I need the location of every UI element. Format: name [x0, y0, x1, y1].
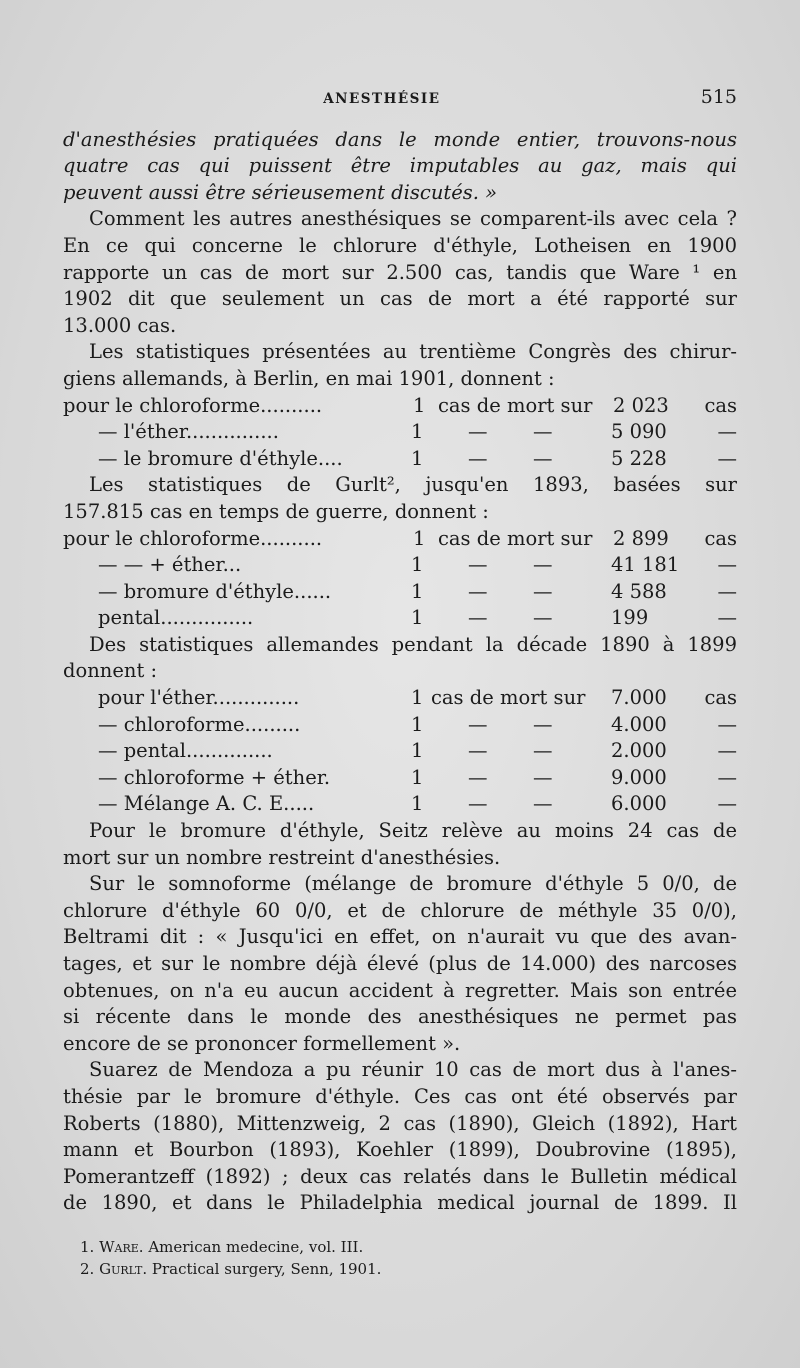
stats-count: 1 [411, 765, 424, 789]
stats-label: — chloroforme......... [98, 712, 301, 736]
text-line: si récente dans le monde des anesthésiques ne permet pas [63, 1005, 737, 1029]
text-line: Pour le bromure d'éthyle, Seitz relève au moins 24 cas de [89, 819, 737, 843]
ditto-mark: — [468, 792, 488, 816]
text-line: rapporte un cas de mort sur 2.500 cas, tandis que Ware ¹ en [63, 260, 737, 284]
paragraph-quote-end [63, 127, 737, 207]
stats-count: 1 [413, 526, 426, 550]
ditto-mark: — [468, 739, 488, 763]
stats-phrase: cas de mort sur [431, 686, 586, 710]
text-line: donnent : [63, 659, 158, 683]
ditto-mark: — [533, 765, 553, 789]
stats-count: 1 [411, 606, 424, 630]
footnote-author: Ware [99, 1238, 139, 1256]
stats-label: — pental.............. [98, 739, 273, 763]
paragraph-mendoza [63, 1057, 737, 1217]
paragraph-seitz [63, 818, 737, 871]
footnote [80, 1236, 381, 1258]
stats-table-decade [63, 685, 737, 818]
ditto-mark: — [717, 446, 737, 470]
text-line: 13.000 cas. [63, 313, 177, 337]
text-line: Pomerantzeff (1892) ; deux cas relatés dans le Bulletin médical [63, 1164, 737, 1188]
text-line: mann et Bourbon (1893), Koehler (1899), Doubrovine (1895), [63, 1138, 737, 1162]
stats-row [63, 738, 737, 765]
text-line: thésie par le bromure d'éthyle. Ces cas ont été observés par [63, 1084, 737, 1108]
text-line: peuvent aussi être sérieusement discutés. » [63, 180, 498, 204]
text-block [63, 84, 737, 1217]
stats-label: — l'éther............... [98, 420, 279, 444]
stats-count: 1 [411, 792, 424, 816]
text-line: 157.815 cas en temps de guerre, donnent : [63, 499, 489, 523]
stats-label: — chloroforme + éther. [98, 765, 331, 789]
stats-label: — Mélange A. C. E..... [98, 792, 315, 816]
stats-number: 6.000 [611, 792, 667, 816]
stats-row [63, 446, 737, 473]
footnote-text: . Practical surgery, Senn, 1901. [142, 1260, 382, 1278]
stats-number: 2 899 [613, 526, 669, 550]
ditto-mark: — [533, 606, 553, 630]
footnote [80, 1258, 381, 1280]
paragraph-german-decade [63, 632, 737, 685]
stats-number: 7.000 [611, 686, 667, 710]
stats-count: 1 [411, 420, 424, 444]
footnote-text: . American medecine, vol. III. [138, 1238, 364, 1256]
ditto-mark: — [533, 739, 553, 763]
ditto-mark: — [533, 446, 553, 470]
footnote-number: 1. [80, 1238, 95, 1256]
stats-count: 1 [411, 739, 424, 763]
text-line: Les statistiques présentées au trentième Congrès des chirur- [89, 340, 737, 364]
ditto-mark: — [468, 765, 488, 789]
running-title: ANESTHÉSIE [323, 91, 441, 107]
ditto-mark: — [717, 606, 737, 630]
ditto-mark: — [533, 579, 553, 603]
text-line: chlorure d'éthyle 60 0/0, et de chlorure de méthyle 35 0/0), [63, 898, 737, 922]
ditto-mark: — [717, 739, 737, 763]
stats-row [63, 712, 737, 739]
ditto-mark: — [717, 553, 737, 577]
stats-count: 1 [411, 579, 424, 603]
stats-number: 5 228 [611, 446, 667, 470]
text-line: Beltrami dit : « Jusqu'ici en effet, on n'aurait vu que des avan- [63, 925, 737, 949]
footnotes [80, 1236, 381, 1280]
ditto-mark: — [533, 712, 553, 736]
ditto-mark: — [717, 579, 737, 603]
page-number: 515 [700, 86, 737, 108]
paragraph-somnoforme [63, 871, 737, 1057]
stats-row [63, 419, 737, 446]
stats-count: 1 [411, 446, 424, 470]
ditto-mark: — [717, 792, 737, 816]
stats-unit: cas [704, 393, 737, 417]
stats-unit: cas [704, 526, 737, 550]
stats-number: 2 023 [613, 393, 669, 417]
ditto-mark: — [717, 765, 737, 789]
stats-number: 4 588 [611, 579, 667, 603]
stats-phrase: cas de mort sur [438, 393, 593, 417]
stats-unit: cas [704, 686, 737, 710]
text-line: de 1890, et dans le Philadelphia medical journal de 1899. Il [63, 1191, 737, 1215]
text-line: En ce qui concerne le chlorure d'éthyle, Lotheisen en 1900 [63, 233, 737, 257]
stats-row [63, 552, 737, 579]
stats-row [63, 526, 737, 553]
ditto-mark: — [468, 553, 488, 577]
stats-number: 4.000 [611, 712, 667, 736]
text-line: encore de se prononcer formellement ». [63, 1031, 461, 1055]
stats-number: 9.000 [611, 765, 667, 789]
stats-label: pour le chloroforme.......... [63, 393, 323, 417]
text-line: giens allemands, à Berlin, en mai 1901, donnent : [63, 366, 555, 390]
text-line: Des statistiques allemandes pendant la décade 1890 à 1899 [89, 632, 737, 656]
ditto-mark: — [468, 446, 488, 470]
text-line: quatre cas qui puissent être imputables au gaz, mais qui [63, 154, 737, 178]
stats-row [63, 685, 737, 712]
ditto-mark: — [468, 606, 488, 630]
stats-count: 1 [411, 686, 424, 710]
text-line: Comment les autres anesthésiques se comparent-ils avec cela ? [89, 207, 737, 231]
ditto-mark: — [468, 712, 488, 736]
stats-number: 5 090 [611, 420, 667, 444]
ditto-mark: — [533, 553, 553, 577]
stats-count: 1 [411, 712, 424, 736]
stats-count: 1 [413, 393, 426, 417]
footnote-author: Gurlt [99, 1260, 143, 1278]
stats-row [63, 605, 737, 632]
ditto-mark: — [468, 420, 488, 444]
stats-label: — — + éther... [98, 553, 242, 577]
text-line: Roberts (1880), Mittenzweig, 2 cas (1890), Gleich (1892), Hart [63, 1111, 737, 1135]
stats-label: pour le chloroforme.......... [63, 526, 323, 550]
stats-table-gurlt [63, 526, 737, 632]
stats-label: — le bromure d'éthyle.... [98, 446, 343, 470]
stats-row [63, 579, 737, 606]
text-line: d'anesthésies pratiquées dans le monde entier, trouvons-nous [63, 127, 737, 151]
paragraph-comparison [63, 206, 737, 392]
ditto-mark: — [533, 792, 553, 816]
stats-row [63, 765, 737, 792]
text-line: tages, et sur le nombre déjà élevé (plus de 14.000) des narcoses [63, 952, 737, 975]
text-line: obtenues, on n'a eu aucun accident à regretter. Mais son entrée [63, 978, 737, 1002]
running-head [63, 84, 737, 113]
stats-number: 41 181 [611, 553, 680, 577]
stats-label: — bromure d'éthyle...... [98, 579, 332, 603]
text-line: Suarez de Mendoza a pu réunir 10 cas de mort dus à l'anes- [89, 1058, 737, 1082]
stats-phrase: cas de mort sur [438, 526, 593, 550]
ditto-mark: — [717, 420, 737, 444]
text-line: mort sur un nombre restreint d'anesthésies. [63, 845, 501, 869]
text-line: Les statistiques de Gurlt², jusqu'en 1893, basées sur [89, 473, 737, 497]
ditto-mark: — [533, 420, 553, 444]
ditto-mark: — [717, 712, 737, 736]
footnote-number: 2. [80, 1260, 95, 1278]
stats-number: 2.000 [611, 739, 667, 763]
stats-row [63, 393, 737, 420]
stats-row [63, 791, 737, 818]
text-line: Sur le somnoforme (mélange de bromure d'éthyle 5 0/0, de [89, 872, 737, 896]
text-line: 1902 dit que seulement un cas de mort a été rapporté sur [63, 287, 737, 311]
ditto-mark: — [468, 579, 488, 603]
paragraph-gurlt [63, 472, 737, 525]
stats-number: 199 [611, 606, 649, 630]
stats-table-congress [63, 393, 737, 473]
stats-label: pental............... [98, 606, 254, 630]
stats-label: pour l'éther.............. [98, 686, 300, 710]
stats-count: 1 [411, 553, 424, 577]
